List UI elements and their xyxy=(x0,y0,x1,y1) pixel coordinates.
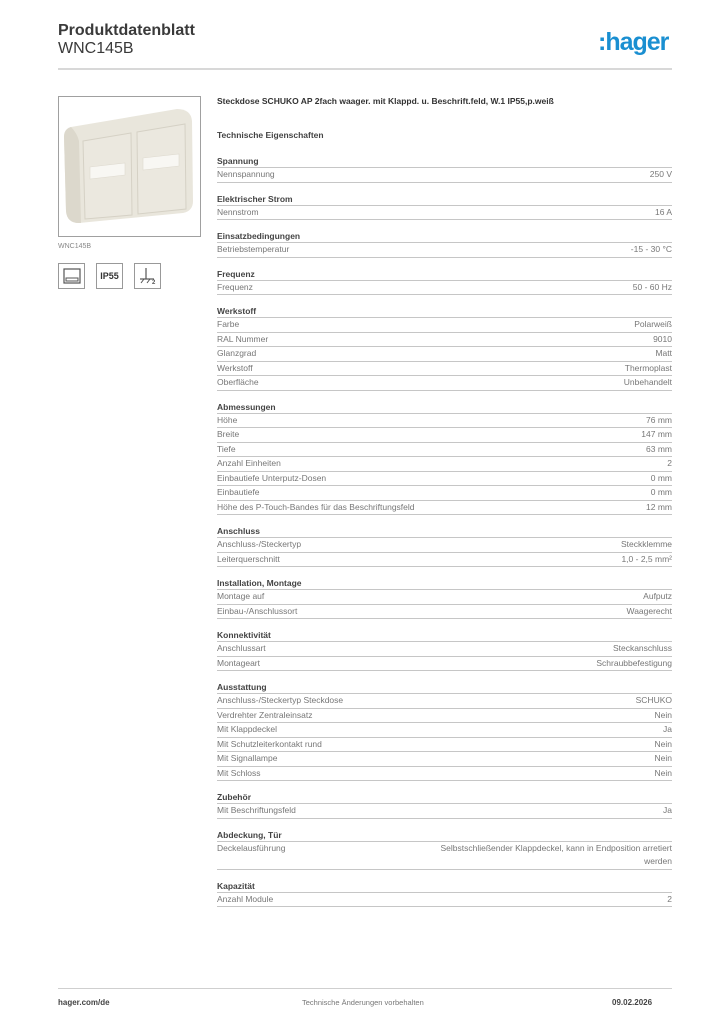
spec-group xyxy=(217,268,672,296)
spec-row xyxy=(217,414,672,429)
socket-product-illustration xyxy=(59,97,200,236)
spec-value: 0 mm xyxy=(650,472,672,483)
spec-label: Nennstrom xyxy=(217,206,259,217)
spec-group xyxy=(217,577,672,619)
spec-label: Betriebstemperatur xyxy=(217,244,290,254)
spec-group-title: Einsatzbedingungen xyxy=(217,230,672,243)
spec-row xyxy=(217,723,672,738)
spec-value: Selbstschließender Klappdeckel, kann in Endposition arretiert werden xyxy=(440,842,672,866)
spec-group-title: Ausstattung xyxy=(217,681,672,694)
spec-value: Ja xyxy=(663,805,672,815)
spec-group xyxy=(217,525,672,567)
spec-label: Farbe xyxy=(217,319,240,329)
spec-group-title: Frequenz xyxy=(217,268,672,281)
spec-value: SCHUKO xyxy=(635,695,672,705)
spec-group xyxy=(217,401,672,516)
spec-label: Höhe des P-Touch-Bandes für das Beschriftungsfeld xyxy=(217,501,415,512)
spec-value: 50 - 60 Hz xyxy=(632,281,672,292)
document-title: Produktdatenblatt xyxy=(58,22,195,39)
spec-row xyxy=(217,501,672,516)
spec-row xyxy=(217,893,672,908)
spec-label: Frequenz xyxy=(217,281,253,292)
spec-group xyxy=(217,880,672,908)
spec-row xyxy=(217,590,672,605)
spec-label: Glanzgrad xyxy=(217,348,257,358)
footer-divider xyxy=(58,988,672,989)
spec-value: Schraubbefestigung xyxy=(596,657,672,668)
spec-value: 2 xyxy=(667,458,672,468)
spec-row xyxy=(217,333,672,348)
spec-label: RAL Nummer xyxy=(217,333,269,344)
spec-value: Nein xyxy=(654,767,672,778)
spec-group-title: Elektrischer Strom xyxy=(217,193,672,206)
spec-row xyxy=(217,376,672,391)
hager-logo: :hager xyxy=(598,28,669,56)
spec-label: Montage auf xyxy=(217,591,265,601)
product-description: Steckdose SCHUKO AP 2fach waager. mit Klappd. u. Beschrift.feld, W.1 IP55,p.weiß xyxy=(217,96,554,106)
spec-row xyxy=(217,428,672,443)
spec-row xyxy=(217,443,672,458)
spec-content xyxy=(217,96,672,917)
spec-value: Waagerecht xyxy=(626,605,672,616)
spec-row xyxy=(217,657,672,672)
spec-row xyxy=(217,472,672,487)
spec-group-title: Kapazität xyxy=(217,880,672,893)
spec-value: 76 mm xyxy=(646,414,672,425)
spec-row xyxy=(217,362,672,377)
connection-cross-section-icon xyxy=(134,263,161,289)
spec-row xyxy=(217,486,672,501)
spec-label: Mit Schutzleiterkontakt rund xyxy=(217,738,322,749)
spec-row xyxy=(217,347,672,362)
spec-group xyxy=(217,305,672,391)
spec-value: Nein xyxy=(654,738,672,749)
ip-rating-label: IP55 xyxy=(100,271,119,281)
spec-label: Leiterquerschnitt xyxy=(217,553,280,564)
feature-badges xyxy=(58,263,161,289)
spec-label: Anschluss-/Steckertyp xyxy=(217,539,302,549)
spec-row xyxy=(217,168,672,183)
spec-row xyxy=(217,804,672,819)
spec-label: Werkstoff xyxy=(217,362,253,373)
spec-value: Steckanschluss xyxy=(612,643,672,653)
spec-label: Nennspannung xyxy=(217,169,275,179)
spec-group xyxy=(217,791,672,819)
spec-value: Aufputz xyxy=(643,591,672,601)
spec-row xyxy=(217,553,672,568)
spec-label: Mit Schloss xyxy=(217,767,261,778)
spec-value: Unbehandelt xyxy=(623,377,672,387)
spec-value: 16 A xyxy=(654,206,672,217)
spec-label: Anzahl Einheiten xyxy=(217,458,281,468)
footer-notice: Technische Änderungen vorbehalten xyxy=(302,998,424,1007)
spec-label: Mit Klappdeckel xyxy=(217,724,278,734)
spec-row xyxy=(217,767,672,782)
spec-row xyxy=(217,243,672,258)
spec-group-title: Abmessungen xyxy=(217,401,672,414)
spec-value: Thermoplast xyxy=(624,362,672,373)
spec-label: Deckelausführung xyxy=(217,842,286,853)
spec-label: Tiefe xyxy=(217,443,236,454)
spec-label: Mit Beschriftungsfeld xyxy=(217,805,296,815)
spec-value: 0 mm xyxy=(650,487,672,497)
spec-group-title: Zubehör xyxy=(217,791,672,804)
spec-value: 1,0 - 2,5 mm² xyxy=(621,553,672,564)
spec-group-title: Konnektivität xyxy=(217,629,672,642)
spec-group xyxy=(217,829,672,870)
spec-label: Verdrehter Zentraleinsatz xyxy=(217,709,313,720)
article-number: WNC145B xyxy=(58,40,134,57)
spec-label: Höhe xyxy=(217,414,238,425)
section-title: Technische Eigenschaften xyxy=(217,130,324,140)
spec-group-title: Werkstoff xyxy=(217,305,672,318)
spec-group xyxy=(217,629,672,671)
spec-group xyxy=(217,230,672,258)
spec-groups xyxy=(217,155,672,907)
spec-row xyxy=(217,738,672,753)
spec-row xyxy=(217,752,672,767)
footer-date: 09.02.2026 xyxy=(612,998,653,1007)
spec-value: -15 - 30 °C xyxy=(630,244,672,254)
spec-row xyxy=(217,281,672,296)
spec-label: Einbau-/Anschlussort xyxy=(217,605,298,616)
spec-value: 63 mm xyxy=(646,443,672,454)
spec-group-title: Installation, Montage xyxy=(217,577,672,590)
spec-row xyxy=(217,318,672,333)
spec-row xyxy=(217,842,672,870)
spec-label: Anschlussart xyxy=(217,643,266,653)
spec-value: Matt xyxy=(655,348,672,358)
spec-label: Einbautiefe Unterputz-Dosen xyxy=(217,472,327,483)
spec-label: Oberfläche xyxy=(217,377,259,387)
image-caption: WNC145B xyxy=(58,243,92,250)
spec-value: 250 V xyxy=(649,169,672,179)
header-divider xyxy=(58,68,672,70)
spec-value: Ja xyxy=(663,724,672,734)
spec-group-title: Spannung xyxy=(217,155,672,168)
spec-label: Breite xyxy=(217,429,240,439)
spec-row xyxy=(217,605,672,620)
spec-group xyxy=(217,193,672,221)
spec-label: Mit Signallampe xyxy=(217,753,278,763)
product-image xyxy=(58,96,201,237)
spec-value: Nein xyxy=(654,753,672,763)
spec-label: Anzahl Module xyxy=(217,893,274,904)
svg-text:2: 2 xyxy=(151,280,155,285)
spec-label: Einbautiefe xyxy=(217,487,260,497)
spec-group-title: Abdeckung, Tür xyxy=(217,829,672,842)
spec-row xyxy=(217,642,672,657)
spec-label: Anschluss-/Steckertyp Steckdose xyxy=(217,695,344,705)
surface-mount-icon xyxy=(58,263,85,289)
spec-value: Steckklemme xyxy=(620,539,672,549)
spec-group-title: Anschluss xyxy=(217,525,672,538)
spec-row xyxy=(217,206,672,221)
spec-label: Montageart xyxy=(217,657,260,668)
spec-value: 9010 xyxy=(653,333,672,344)
spec-row xyxy=(217,538,672,553)
spec-value: 2 xyxy=(667,893,672,904)
spec-value: 12 mm xyxy=(646,501,672,512)
spec-value: Polarweiß xyxy=(634,319,672,329)
spec-group xyxy=(217,681,672,781)
spec-group xyxy=(217,155,672,183)
spec-value: Nein xyxy=(654,709,672,720)
ip-rating-icon xyxy=(96,263,123,289)
spec-value: 147 mm xyxy=(641,429,672,439)
spec-row xyxy=(217,709,672,724)
footer-website-link[interactable]: hager.com/de xyxy=(58,998,110,1007)
spec-row xyxy=(217,694,672,709)
spec-row xyxy=(217,457,672,472)
